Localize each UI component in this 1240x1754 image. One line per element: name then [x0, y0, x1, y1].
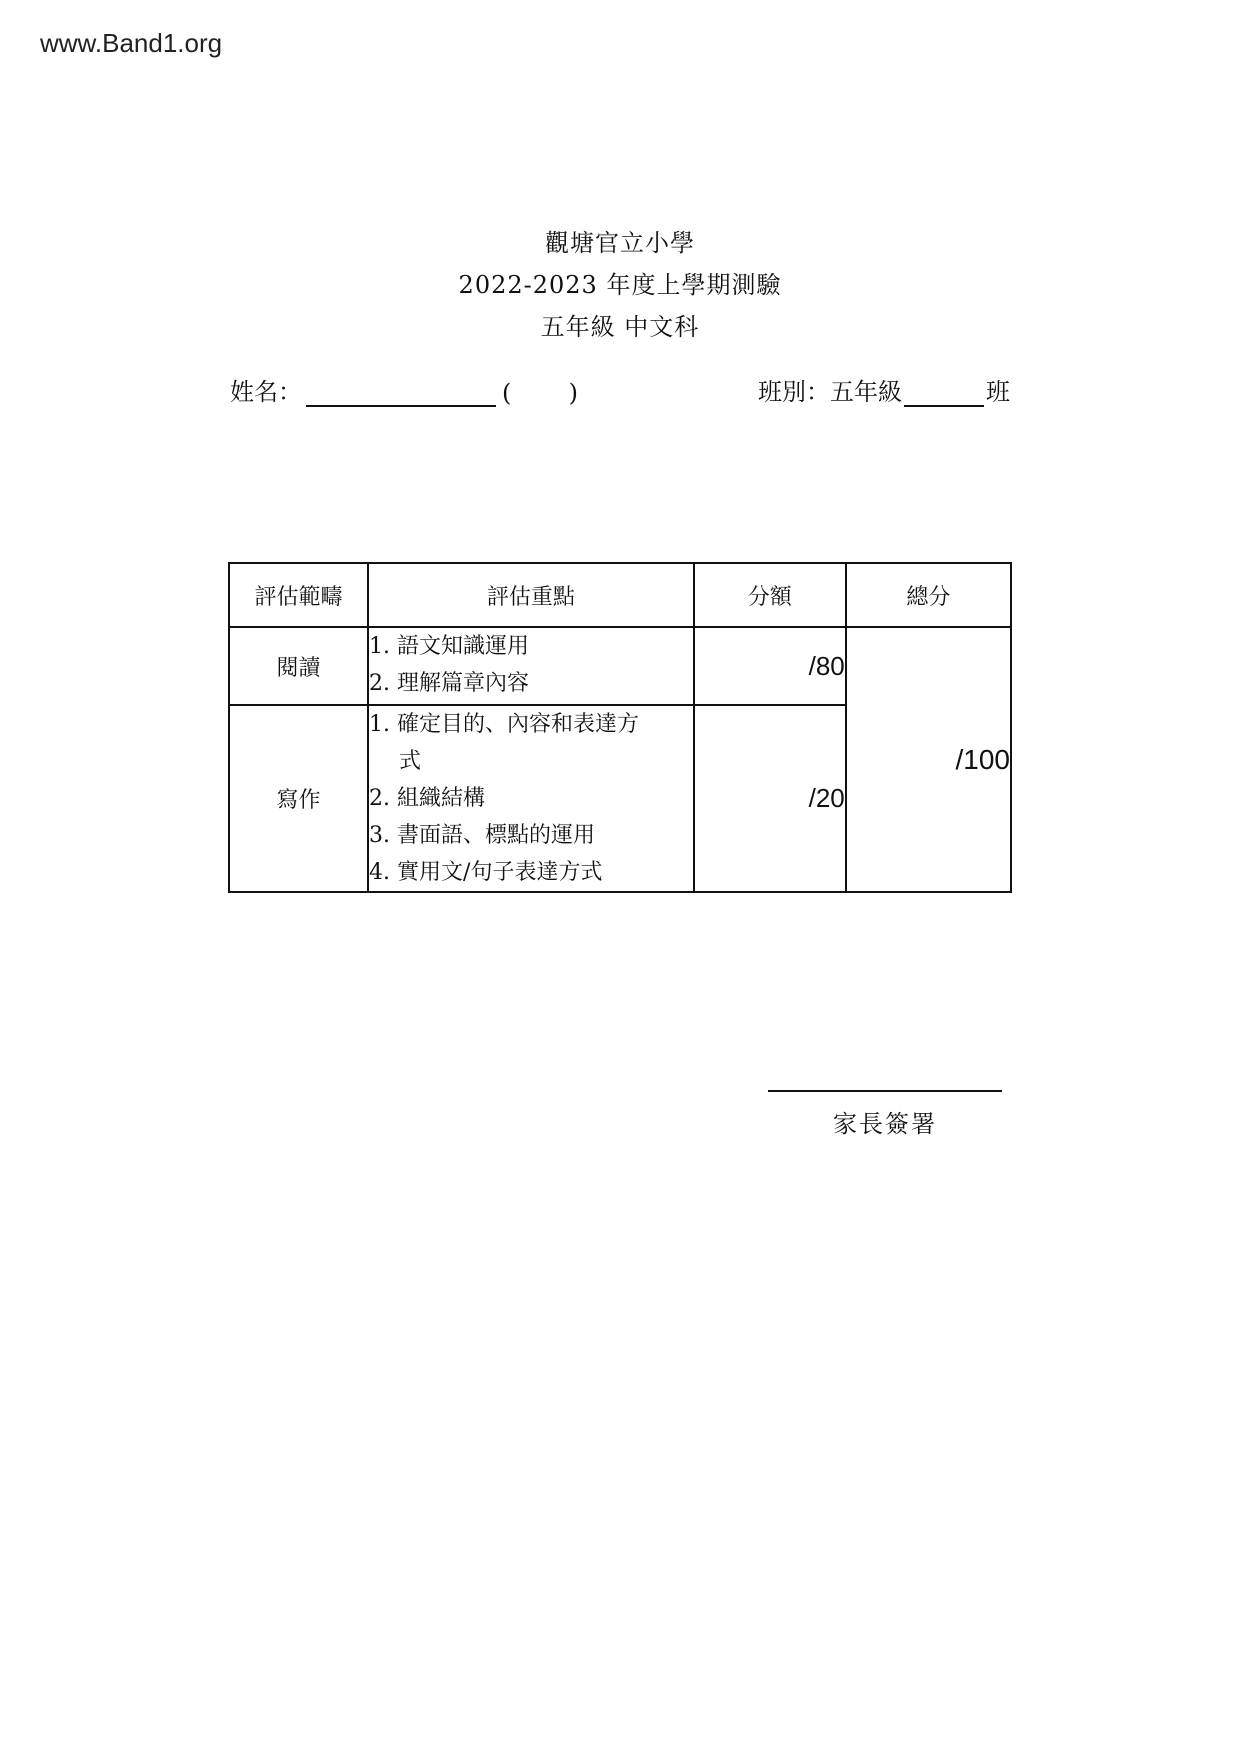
name-label: 姓名： [230, 378, 302, 406]
class-blank[interactable] [904, 377, 984, 407]
class-number-blank[interactable] [502, 379, 578, 407]
focus-item: 2. 組織結構 [369, 786, 486, 811]
category-writing: 寫作 [229, 705, 368, 892]
name-blank[interactable] [306, 377, 496, 407]
watermark-url: www.Band1.org [40, 28, 223, 58]
table-row-reading [229, 627, 1011, 705]
total-score: /100 [846, 627, 1011, 892]
score-writing: /20 [694, 705, 846, 892]
subject-title: 五年級 中文科 [540, 313, 700, 341]
class-suffix: 班 [986, 378, 1010, 406]
paren-close: ) [568, 379, 578, 407]
student-info-line [230, 372, 1010, 412]
class-field-group [758, 372, 1010, 407]
school-name: 觀塘官立小學 [545, 229, 695, 257]
term-title: 2022-2023 年度上學期測驗 [458, 271, 782, 299]
focus-item: 1. 確定目的、內容和表達方 [369, 712, 640, 737]
name-field-group [230, 372, 578, 407]
focus-item: 4. 實用文/句子表達方式 [369, 860, 603, 885]
class-label: 班別：五年級 [758, 378, 902, 406]
document-header [0, 222, 1240, 348]
table-header-row [229, 563, 1011, 627]
focus-reading [368, 627, 694, 705]
signature-label: 家長簽署 [833, 1110, 937, 1138]
focus-item: 2. 理解篇章內容 [369, 671, 530, 696]
category-reading: 閱讀 [229, 627, 368, 705]
paren-open: ( [502, 379, 512, 407]
header-category: 評估範疇 [229, 563, 368, 627]
signature-line[interactable] [768, 1090, 1002, 1092]
focus-writing [368, 705, 694, 892]
parent-signature [768, 1090, 1002, 1139]
header-score: 分額 [694, 563, 846, 627]
focus-item: 1. 語文知識運用 [369, 634, 530, 659]
focus-item: 3. 書面語、標點的運用 [369, 823, 596, 848]
score-reading: /80 [694, 627, 846, 705]
assessment-table [228, 562, 1012, 893]
header-focus: 評估重點 [368, 563, 694, 627]
header-total: 總分 [846, 563, 1011, 627]
focus-item-continuation: 式 [399, 749, 422, 774]
